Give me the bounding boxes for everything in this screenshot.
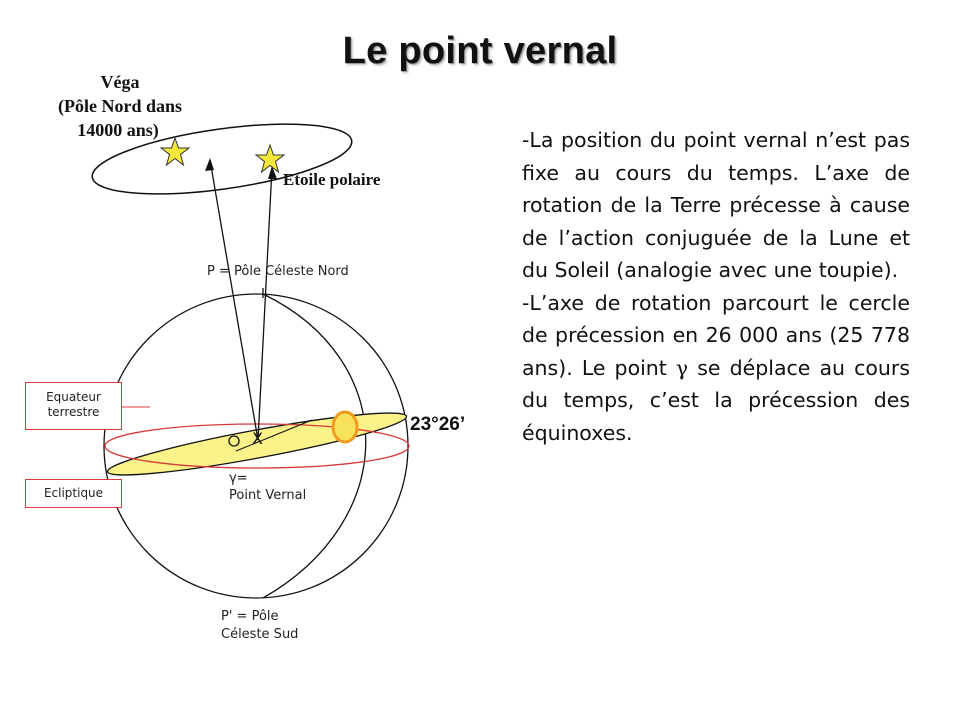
- paragraph-1: -La position du point vernal n’est pas fixe au cours du temps. L’axe de rotation de la Terre précesse à cause de l’action conjuguée de la Lune et du Soleil (analogie avec une toupie).: [522, 128, 910, 282]
- paragraph-2-start: -L’axe de rotation parcourt le cercle de précession en 26 000 ans (25 778 ans). Le point: [522, 290, 910, 380]
- polaris-label: Etoile polaire: [283, 170, 381, 189]
- vega-label-line2: (Pôle Nord dans: [57, 96, 183, 116]
- paragraph-2-mid: se déplace au cours du temps, c’est la: [522, 355, 910, 412]
- vega-arrow-icon: [205, 158, 214, 171]
- vega-label-line1: Véga: [100, 72, 140, 92]
- equator-label-line2: terrestre: [47, 405, 100, 419]
- explanation-text: [522, 124, 910, 449]
- axis-to-vega: [210, 160, 258, 440]
- south-pole-label-line1: P' = Pôle: [221, 609, 279, 624]
- paragraph-2-end: .: [626, 420, 633, 445]
- ecliptic-label-text: Ecliptique: [43, 486, 104, 500]
- north-pole-label: P = Pôle Céleste Nord: [207, 264, 349, 279]
- vega-star-icon: [161, 138, 189, 165]
- axis-to-polaris: [258, 168, 272, 440]
- precession-term: précession des équinoxes: [522, 388, 911, 445]
- ecliptic-label-box: [25, 479, 122, 508]
- south-pole-label-line2: Céleste Sud: [221, 627, 299, 642]
- polaris-star-icon: [256, 145, 284, 172]
- gamma-symbol: γ: [675, 355, 689, 380]
- page-title: Le point vernal: [342, 30, 618, 72]
- paragraph-2: [522, 287, 910, 450]
- earth-center-x-icon: X: [252, 429, 263, 448]
- equator-label-box: [25, 382, 122, 430]
- equator-label-line1: Equateur: [46, 390, 101, 404]
- sun-icon: [333, 412, 357, 442]
- vega-label-line3: 14000 ans): [77, 120, 159, 140]
- obliquity-angle-label: 23°26’: [410, 414, 466, 435]
- vernal-label-line1: γ=: [229, 471, 248, 486]
- vernal-label-line2: Point Vernal: [229, 488, 307, 503]
